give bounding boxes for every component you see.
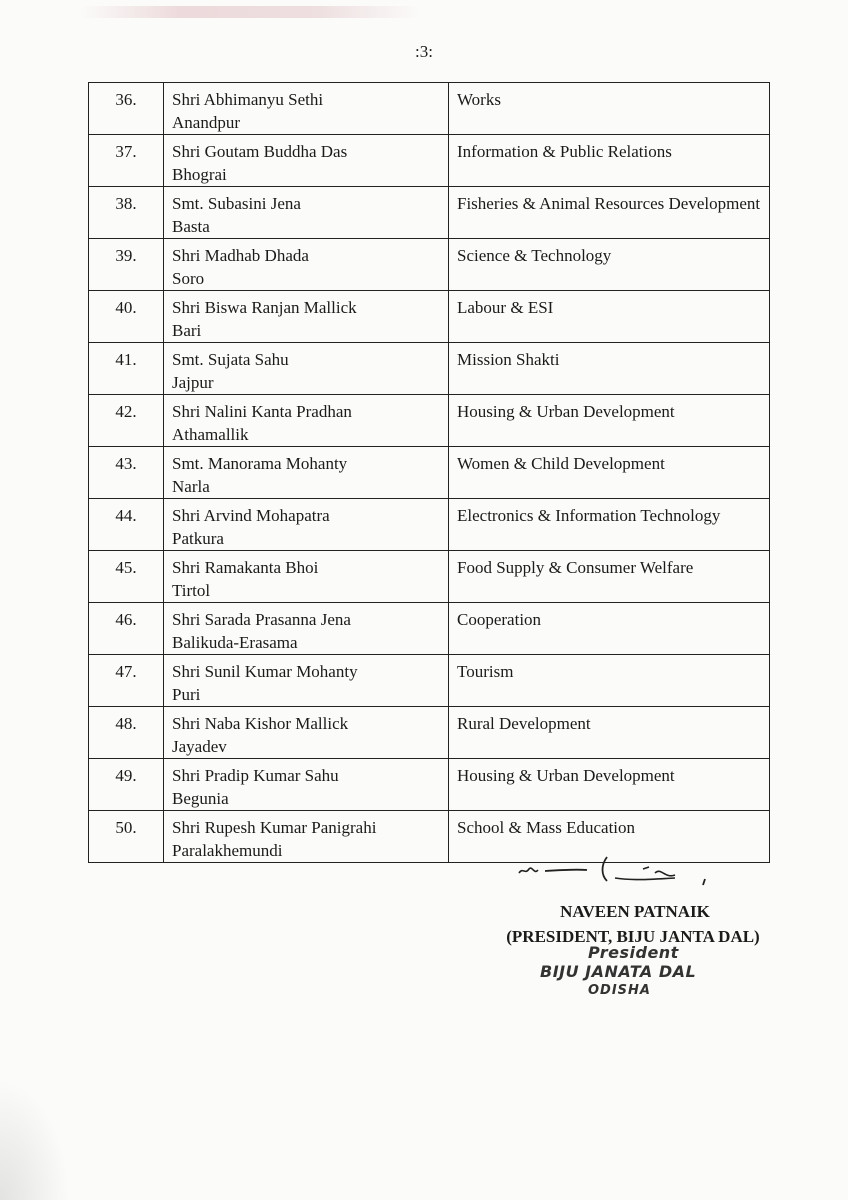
portfolio: Housing & Urban Development — [449, 395, 770, 447]
minister-name: Smt. Manorama Mohanty — [172, 454, 348, 473]
constituency-name: Puri — [172, 685, 201, 704]
minister-name: Shri Rupesh Kumar Panigrahi — [172, 818, 377, 837]
office-stamp — [530, 943, 720, 1003]
handwritten-signature — [515, 845, 725, 890]
minister-cell — [164, 83, 449, 135]
portfolio: Electronics & Information Technology — [449, 499, 770, 551]
stamp-designation: President — [588, 943, 679, 962]
minister-name: Shri Pradip Kumar Sahu — [172, 766, 339, 785]
minister-name: Shri Biswa Ranjan Mallick — [172, 298, 357, 317]
constituency-name: Paralakhemundi — [172, 841, 283, 860]
constituency-name: Narla — [172, 477, 210, 496]
portfolio: Works — [449, 83, 770, 135]
serial-number: 37. — [89, 135, 164, 187]
minister-cell — [164, 707, 449, 759]
minister-name: Shri Ramakanta Bhoi — [172, 558, 319, 577]
ministers-table — [88, 82, 770, 863]
table-row — [89, 655, 770, 707]
portfolio: Women & Child Development — [449, 447, 770, 499]
minister-name: Shri Sarada Prasanna Jena — [172, 610, 351, 629]
stamp-party: BIJU JANATA DAL — [540, 962, 697, 981]
serial-number: 45. — [89, 551, 164, 603]
constituency-name: Patkura — [172, 529, 224, 548]
portfolio: Housing & Urban Development — [449, 759, 770, 811]
constituency-name: Balikuda-Erasama — [172, 633, 298, 652]
constituency-name: Tirtol — [172, 581, 211, 600]
table-row — [89, 343, 770, 395]
minister-cell — [164, 239, 449, 291]
constituency-name: Begunia — [172, 789, 229, 808]
minister-name: Smt. Subasini Jena — [172, 194, 301, 213]
minister-cell — [164, 187, 449, 239]
table-row — [89, 83, 770, 135]
minister-name: Smt. Sujata Sahu — [172, 350, 289, 369]
minister-cell — [164, 395, 449, 447]
serial-number: 42. — [89, 395, 164, 447]
portfolio: Food Supply & Consumer Welfare — [449, 551, 770, 603]
table-row — [89, 187, 770, 239]
constituency-name: Jayadev — [172, 737, 227, 756]
constituency-name: Anandpur — [172, 113, 240, 132]
serial-number: 48. — [89, 707, 164, 759]
table-row — [89, 239, 770, 291]
signatory-name: NAVEEN PATNAIK — [560, 902, 710, 921]
constituency-name: Bhograi — [172, 165, 227, 184]
table-row — [89, 759, 770, 811]
serial-number: 41. — [89, 343, 164, 395]
minister-name: Shri Goutam Buddha Das — [172, 142, 348, 161]
signatory-title: (PRESIDENT, BIJU JANTA DAL) — [506, 927, 760, 946]
scan-edge-mark — [80, 6, 420, 18]
portfolio: Cooperation — [449, 603, 770, 655]
table-row — [89, 499, 770, 551]
minister-name: Shri Nalini Kanta Pradhan — [172, 402, 352, 421]
minister-name: Shri Arvind Mohapatra — [172, 506, 330, 525]
constituency-name: Athamallik — [172, 425, 249, 444]
table-row — [89, 395, 770, 447]
scan-corner-shadow — [0, 1080, 70, 1200]
serial-number: 40. — [89, 291, 164, 343]
table-row — [89, 551, 770, 603]
table-row — [89, 447, 770, 499]
minister-name: Shri Naba Kishor Mallick — [172, 714, 349, 733]
portfolio: Mission Shakti — [449, 343, 770, 395]
minister-name: Shri Madhab Dhada — [172, 246, 309, 265]
table-row — [89, 603, 770, 655]
minister-cell — [164, 811, 449, 863]
ministers-table-body — [89, 83, 770, 863]
minister-cell — [164, 655, 449, 707]
portfolio: Labour & ESI — [449, 291, 770, 343]
page-number: :3: — [415, 42, 433, 61]
serial-number: 43. — [89, 447, 164, 499]
constituency-name: Basta — [172, 217, 210, 236]
serial-number: 38. — [89, 187, 164, 239]
constituency-name: Soro — [172, 269, 205, 288]
serial-number: 49. — [89, 759, 164, 811]
portfolio: Fisheries & Animal Resources Development — [449, 187, 770, 239]
minister-cell — [164, 343, 449, 395]
portfolio: Information & Public Relations — [449, 135, 770, 187]
constituency-name: Jajpur — [172, 373, 214, 392]
table-row — [89, 291, 770, 343]
constituency-name: Bari — [172, 321, 202, 340]
minister-cell — [164, 499, 449, 551]
minister-cell — [164, 135, 449, 187]
serial-number: 44. — [89, 499, 164, 551]
portfolio: Tourism — [449, 655, 770, 707]
serial-number: 46. — [89, 603, 164, 655]
minister-cell — [164, 759, 449, 811]
portfolio: School & Mass Education — [449, 811, 770, 863]
minister-name: Shri Abhimanyu Sethi — [172, 90, 324, 109]
table-row — [89, 135, 770, 187]
serial-number: 47. — [89, 655, 164, 707]
minister-cell — [164, 447, 449, 499]
portfolio: Rural Development — [449, 707, 770, 759]
minister-cell — [164, 291, 449, 343]
minister-cell — [164, 551, 449, 603]
serial-number: 36. — [89, 83, 164, 135]
stamp-state: ODISHA — [588, 983, 651, 998]
portfolio: Science & Technology — [449, 239, 770, 291]
serial-number: 39. — [89, 239, 164, 291]
table-row — [89, 707, 770, 759]
serial-number: 50. — [89, 811, 164, 863]
minister-cell — [164, 603, 449, 655]
minister-name: Shri Sunil Kumar Mohanty — [172, 662, 358, 681]
